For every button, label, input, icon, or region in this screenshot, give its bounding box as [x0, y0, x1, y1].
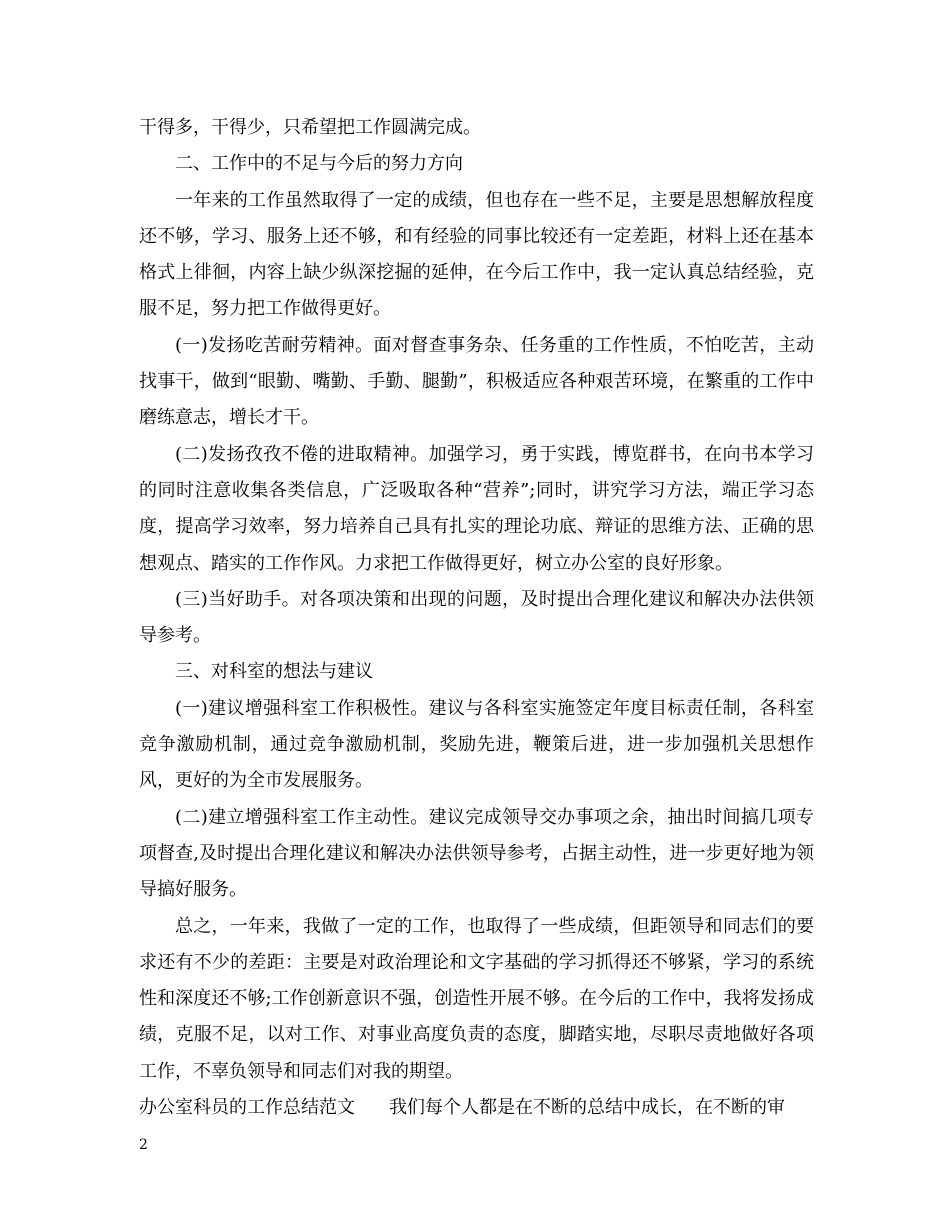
section-heading-suggestions: 三、对科室的想法与建议 — [175, 661, 373, 683]
document-body — [139, 110, 814, 1126]
next-article-continuation: 我们每个人都是在不断的总结中成长，在不断的审 — [389, 1097, 785, 1119]
paragraph-learning-spirit: (二)发扬孜孜不倦的进取精神。加强学习，勇于实践，博览群书，在向书本学习的同时注意收集各类信息，广泛吸取各种“营养”;同时，讲究学习方法，端正学习态度，提高学习效率，努力培养自己具有扎实的理论功底、辩证的思维方法、正确的思想观点、踏实的工作作风。力求把工作做得更好，树立办公室的良好形象。 — [139, 443, 814, 574]
paragraph-suggestion-initiative: (二)建立增强科室工作主动性。建议完成领导交办事项之余，抽出时间搞几项专项督查,及时提出合理化建议和解决办法供领导参考，占据主动性，进一步更好地为领导搞好服务。 — [139, 806, 814, 901]
paragraph-shortcomings-summary: 一年来的工作虽然取得了一定的成绩，但也存在一些不足，主要是思想解放程度还不够，学习、服务上还不够，和有经验的同事比较还有一定差距，材料上还在基本格式上徘徊，内容上缺少纵深挖掘的延伸，在今后工作中，我一定认真总结经验，克服不足，努力把工作做得更好。 — [139, 189, 814, 320]
section-heading-shortcomings: 二、工作中的不足与今后的努力方向 — [175, 153, 463, 175]
next-article-line — [139, 1090, 814, 1126]
paragraph-continuation: 干得多，干得少，只希望把工作圆满完成。 — [139, 117, 481, 138]
paragraph-good-assistant: (三)当好助手。对各项决策和出现的问题，及时提出合理化建议和解决办法供领导参考。 — [139, 588, 814, 647]
paragraph-hard-work-spirit: (一)发扬吃苦耐劳精神。面对督查事务杂、任务重的工作性质，不怕吃苦，主动找事干，做到“眼勤、嘴勤、手勤、腿勤”，积极适应各种艰苦环境，在繁重的工作中磨练意志，增长才干。 — [139, 334, 814, 429]
next-article-title: 办公室科员的工作总结范文 — [139, 1097, 355, 1119]
page-number: 2 — [139, 1137, 148, 1153]
paragraph-conclusion: 总之，一年来，我做了一定的工作，也取得了一些成绩，但距领导和同志们的要求还有不少的差距：主要是对政治理论和文字基础的学习抓得还不够紧，学习的系统性和深度还不够;工作创新意识不强，创造性开展不够。在今后的工作中，我将发扬成绩，克服不足，以对工作、对事业高度负责的态度，脚踏实地，尽职尽责地做好各项工作，不辜负领导和同志们对我的期望。 — [139, 915, 814, 1082]
paragraph-suggestion-enthusiasm: (一)建议增强科室工作积极性。建议与各科室实施签定年度目标责任制，各科室竞争激励机制，通过竞争激励机制，奖励先进，鞭策后进，进一步加强机关思想作风，更好的为全市发展服务。 — [139, 697, 814, 792]
